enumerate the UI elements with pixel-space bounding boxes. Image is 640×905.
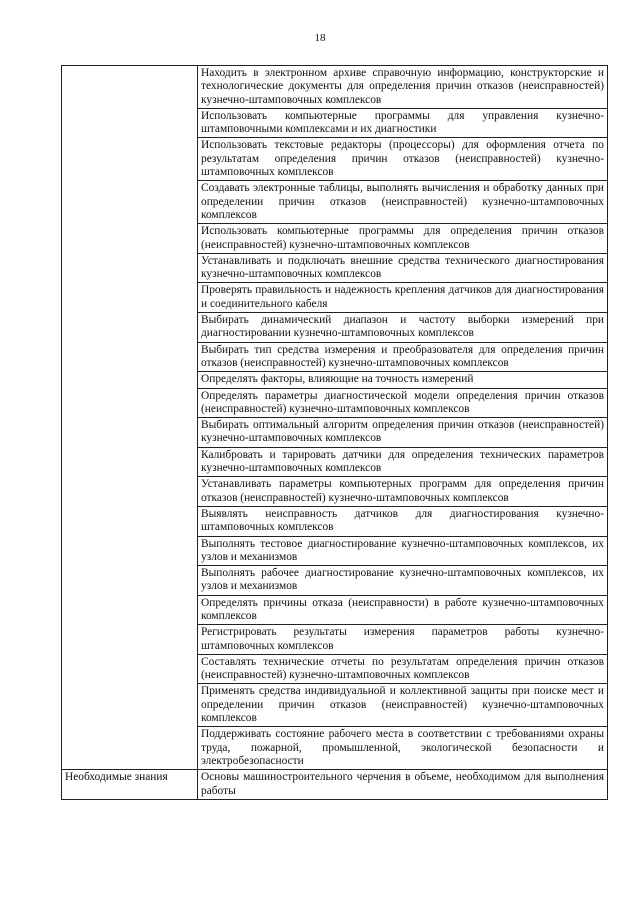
skill-item: Определять причины отказа (неисправности) в работе кузнечно-штамповочных комплексов	[198, 595, 608, 625]
skill-item: Выбирать тип средства измерения и преобразователя для определения причин отказов (неисправностей) кузнечно-штамповочных комплексов	[198, 342, 608, 372]
page-number: 18	[314, 32, 326, 44]
skill-item: Создавать электронные таблицы, выполнять вычисления и обработку данных при определении причин отказов (неисправностей) кузнечно-штамповочных комплексов	[198, 181, 608, 224]
knowledge-label: Необходимые знания	[62, 770, 198, 800]
skill-row	[62, 66, 608, 109]
skill-item: Использовать компьютерные программы для управления кузнечно-штамповочными комплексами и их диагностики	[198, 108, 608, 138]
skill-item: Выполнять тестовое диагностирование кузнечно-штамповочных комплексов, их узлов и механизмов	[198, 536, 608, 566]
skill-item: Определять факторы, влияющие на точность измерений	[198, 372, 608, 388]
skill-item: Выявлять неисправность датчиков для диагностирования кузнечно-штамповочных комплексов	[198, 506, 608, 536]
skills-label-cell	[62, 66, 198, 770]
skill-item: Поддерживать состояние рабочего места в соответствии с требованиями охраны труда, пожарной, промышленной, экологической безопасности и электробезопасности	[198, 727, 608, 770]
skill-item: Регистрировать результаты измерения параметров работы кузнечно-штамповочных комплексов	[198, 625, 608, 655]
skill-item: Выбирать оптимальный алгоритм определения причин отказов (неисправностей) кузнечно-штамповочных комплексов	[198, 418, 608, 448]
skill-item: Выбирать динамический диапазон и частоту выборки измерений при диагностировании кузнечно-штамповочных комплексов	[198, 313, 608, 343]
skill-item: Составлять технические отчеты по результатам определения причин отказов (неисправностей) кузнечно-штамповочных комплексов	[198, 654, 608, 684]
skill-item: Устанавливать параметры компьютерных программ для определения причин отказов (неисправностей) кузнечно-штамповочных комплексов	[198, 477, 608, 507]
skill-item: Использовать текстовые редакторы (процессоры) для оформления отчета по результатам определения причин отказов (неисправностей) кузнечно-штамповочных комплексов	[198, 138, 608, 181]
skill-item: Калибровать и тарировать датчики для определения технических параметров кузнечно-штамповочных комплексов	[198, 447, 608, 477]
skills-table-body	[62, 66, 608, 770]
skill-item: Проверять правильность и надежность крепления датчиков для диагностирования и соединительного кабеля	[198, 283, 608, 313]
skill-item: Использовать компьютерные программы для определения причин отказов (неисправностей) кузнечно-штамповочных комплексов	[198, 224, 608, 254]
skill-item: Устанавливать и подключать внешние средства технического диагностирования кузнечно-штамповочных комплексов	[198, 253, 608, 283]
knowledge-item: Основы машиностроительного черчения в объеме, необходимом для выполнения работы	[198, 770, 608, 800]
skill-item: Применять средства индивидуальной и коллективной защиты при поиске мест и определении причин отказов (неисправностей) кузнечно-штамповочных комплексов	[198, 684, 608, 727]
skill-item: Определять параметры диагностической модели определения причин отказов (неисправностей) кузнечно-штамповочных комплексов	[198, 388, 608, 418]
skill-item: Выполнять рабочее диагностирование кузнечно-штамповочных комплексов, их узлов и механизмов	[198, 566, 608, 596]
skill-item: Находить в электронном архиве справочную информацию, конструкторские и технологические документы для определения причин отказов (неисправностей) кузнечно-штамповочных комплексов	[198, 66, 608, 109]
knowledge-row	[62, 770, 608, 800]
skills-table	[61, 65, 608, 800]
